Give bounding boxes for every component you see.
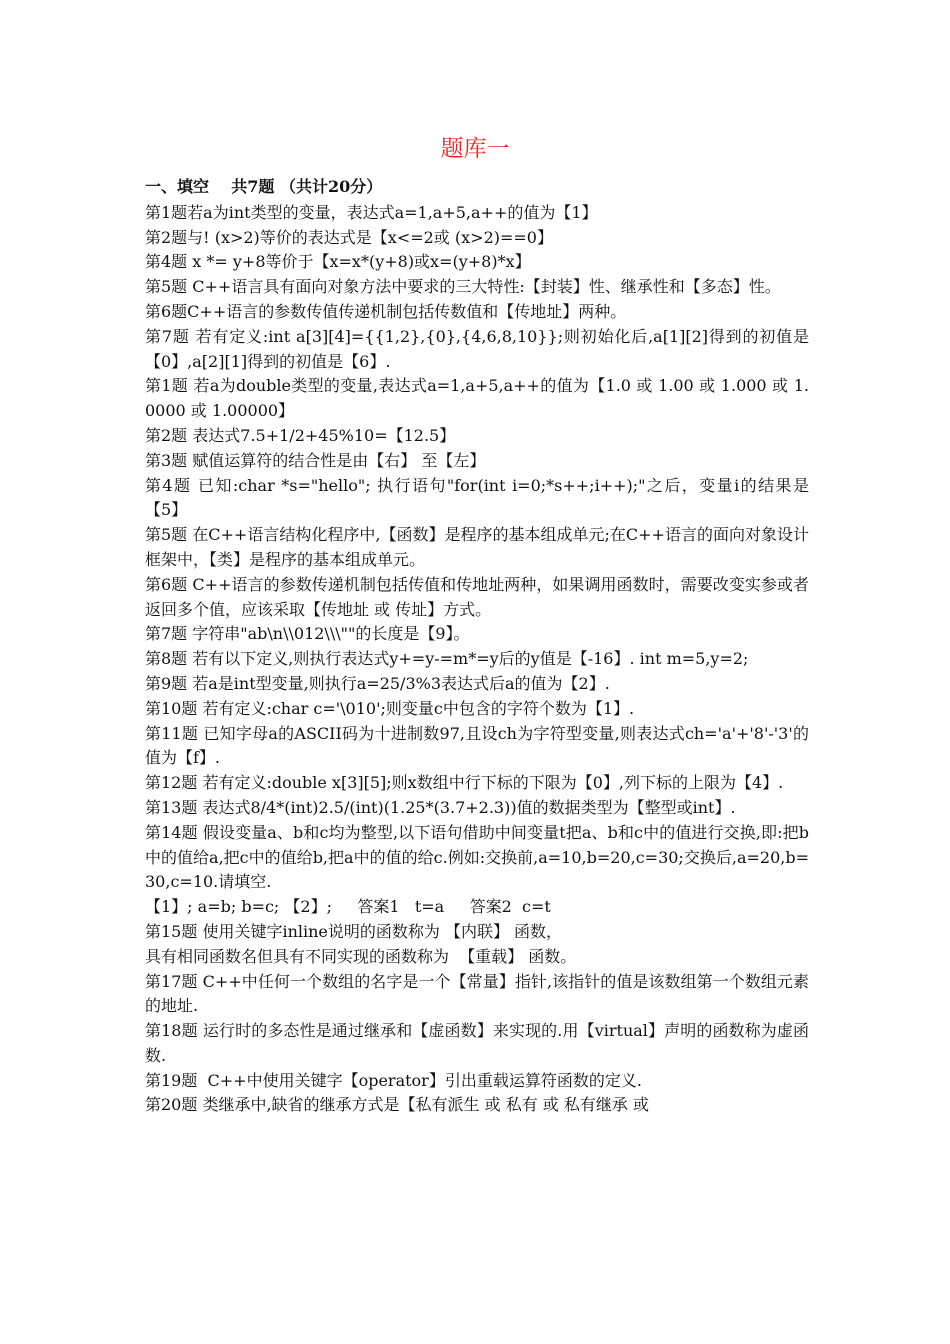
question-item: 第2题 表达式7.5+1/2+45%10=【12.5】 (145, 425, 456, 445)
question-item: 第6题C++语言的参数传值传递机制包括传数值和【传地址】两种。 (145, 301, 627, 321)
question-item: 第4题 x *= y+8等价于【x=x*(y+8)或x=(y+8)*x】 (145, 252, 531, 272)
question-item: 第4题 已知:char *s="hello"; 执行语句"for(int i=0;*s++;i++);"之后，变量i的结果是 【5】 (145, 475, 815, 520)
question-list (145, 175, 825, 1118)
question-item: 第12题 若有定义:double x[3][5];则x数组中行下标的下限为【0】,列下标的上限为【4】. (145, 773, 784, 793)
question-item: 第18题 运行时的多态性是通过继承和【虚函数】来实现的.用【virtual】声明的函数称为虚函 数. (145, 1021, 825, 1065)
question-item: 第5题 C++语言具有面向对象方法中要求的三大特性:【封装】性、继承性和【多态】性。 (145, 277, 781, 297)
question-item: 第13题 表达式8/4*(int)2.5/(int)(1.25*(3.7+2.3))值的数据类型为【整型或int】. (145, 797, 736, 817)
question-item: 第5题 在C++语言结构化程序中,【函数】是程序的基本组成单元;在C++语言的面向对象设计框架中，【类】是程序的基本组成单元。 (145, 525, 809, 569)
question-item: 第7题 字符串"ab\n\\012\\\""的长度是【9】。 (145, 624, 470, 644)
question-item: 第17题 C++中任何一个数组的名字是一个【常量】指针,该指针的值是该数组第一个数组元素的地址. (145, 971, 809, 1016)
question-item: 第10题 若有定义:char c='\010';则变量c中包含的字符个数为【1】. (145, 698, 635, 718)
question-item: 第7题 若有定义:int a[3][4]={{1,2},{0},{4,6,8,10}};则初始化后,a[1][2]得到的初值是【0】,a[2][1]得到的初值是【6】. (145, 326, 809, 371)
question-item: 第8题 若有以下定义,则执行表达式y+=y-=m*=y后的y值是【-16】. int m=5,y=2; (145, 649, 749, 669)
section-heading: 一、填空 共7题 （共计20分） (145, 177, 383, 196)
question-item: 【1】; a=b; b=c; 【2】; 答案1 t=a 答案2 c=t (145, 897, 551, 917)
question-item: 第15题 使用关键字inline说明的函数称为 【内联】 函数， (145, 921, 563, 941)
question-item: 第1题若a为int类型的变量，表达式a=1,a+5,a++的值为【1】 (145, 202, 598, 222)
question-item: 第19题 C++中使用关键字【operator】引出重载运算符函数的定义. (145, 1070, 642, 1090)
question-item: 第11题 已知字母a的ASCII码为十进制数97,且设ch为字符型变量,则表达式ch='a'+'8'-'3'的值为【f】. (145, 723, 809, 768)
question-item: 第14题 假设变量a、b和c均为整型,以下语句借助中间变量t把a、b和c中的值进行交换,即:把b中的值给a,把c中的值给b,把a中的值的给c.例如:交换前,a=10,b=20,c=30;交换后,a=20,b=30,c=10.请填空. (145, 822, 809, 892)
document-title: 题库一 (440, 136, 510, 162)
question-item: 第2题与! (x>2)等价的表达式是【x<=2或 (x>2)==0】 (145, 227, 553, 247)
question-item: 第6题 C++语言的参数传递机制包括传值和传地址两种，如果调用函数时，需要改变实参或者返回多个值，应该采取【传地址 或 传址】方式。 (145, 574, 809, 619)
question-item: 第3题 赋值运算符的结合性是由【右】 至【左】 (145, 450, 486, 470)
question-item: 第9题 若a是int型变量,则执行a=25/3%3表达式后a的值为【2】. (145, 673, 610, 693)
question-item: 第20题 类继承中,缺省的继承方式是【私有派生 或 私有 或 私有继承 或 (145, 1095, 649, 1115)
question-item: 具有相同函数名但具有不同实现的函数称为 【重载】 函数。 (145, 946, 577, 966)
question-item: 第1题 若a为double类型的变量,表达式a=1,a+5,a++的值为【1.0 或 1.00 或 1.000 或 1.0000 或 1.00000】 (145, 376, 809, 421)
